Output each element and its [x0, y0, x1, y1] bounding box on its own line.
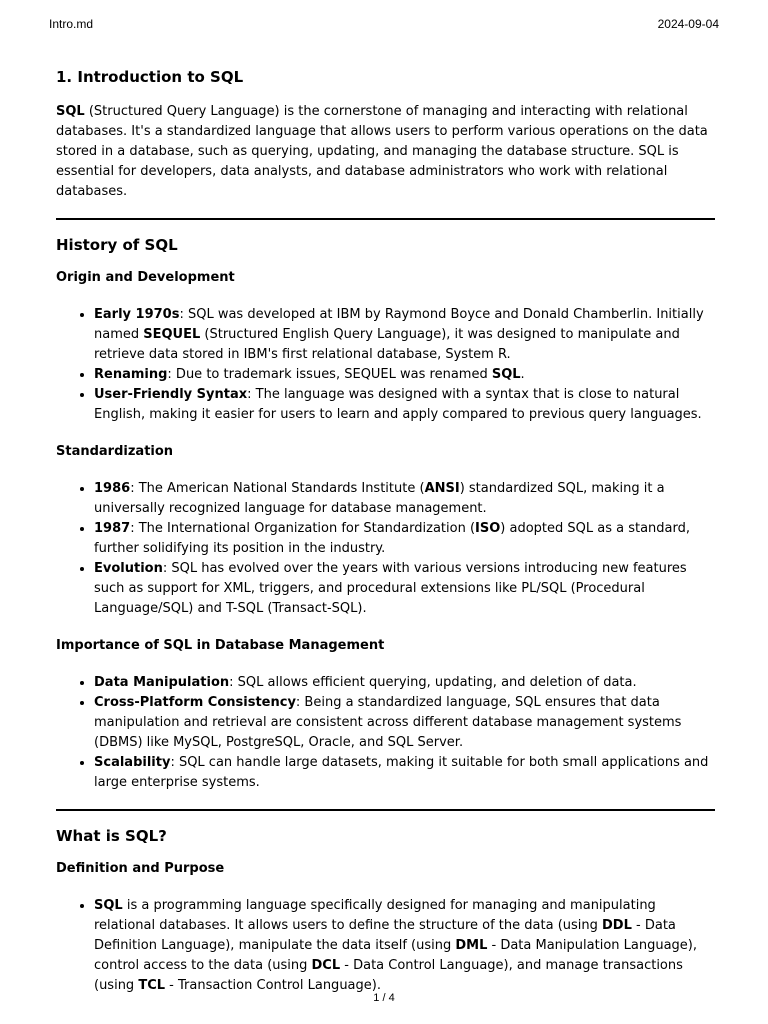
- standardization-list: [56, 479, 715, 619]
- list-item: [94, 365, 715, 385]
- item-term: DCL: [311, 958, 341, 973]
- item-text: (Structured English Query Language), it was designed to manipulate and retrieve data stored in IBM's first relational database, System R.: [94, 327, 680, 362]
- document-body: [56, 66, 715, 1013]
- item-term: Early 1970s: [94, 307, 180, 322]
- item-term: DDL: [602, 918, 632, 933]
- item-text: - Data Manipulation Language), control access to the data (using: [94, 938, 697, 973]
- list-item: [94, 673, 715, 693]
- list-item: [94, 896, 715, 996]
- header-filename: Intro.md: [49, 17, 94, 31]
- item-term: Data Manipulation: [94, 675, 230, 690]
- page-title: 1. Introduction to SQL: [56, 68, 244, 86]
- origin-list: [56, 305, 715, 425]
- item-text: - Data Control Language), and manage transactions (using: [94, 958, 683, 993]
- item-term: DML: [455, 938, 488, 953]
- item-text: : SQL was developed at IBM by Raymond Boyce and Donald Chamberlin. Initially named: [94, 307, 704, 342]
- intro-bold: SQL: [56, 104, 85, 119]
- item-text: : The International Organization for Standardization (: [130, 521, 476, 536]
- item-term: 1986: [94, 481, 131, 496]
- item-term: Evolution: [94, 561, 163, 576]
- item-text: ) standardized SQL, making it a universally recognized language for database management.: [94, 481, 665, 516]
- subsection-title-importance: Importance of SQL in Database Management: [56, 638, 385, 653]
- definition-list: [56, 896, 715, 996]
- intro-paragraph: [56, 102, 715, 202]
- list-item: [94, 305, 715, 365]
- item-term: Cross-Platform Consistency: [94, 695, 296, 710]
- item-text: : SQL has evolved over the years with various versions introducing new features such as support for XML, triggers, and procedural extensions like PL/SQL (Procedural Language/SQL) and T-SQL (Transact-SQL).: [94, 561, 687, 616]
- item-term: SQL: [94, 898, 123, 913]
- subsection-title-origin: Origin and Development: [56, 270, 235, 285]
- item-text: : SQL allows efficient querying, updating, and deletion of data.: [229, 675, 637, 690]
- divider: [56, 809, 715, 811]
- item-term: 1987: [94, 521, 131, 536]
- item-text: : Due to trademark issues, SEQUEL was renamed: [167, 367, 492, 382]
- item-term: User-Friendly Syntax: [94, 387, 248, 402]
- section-title-what: What is SQL?: [56, 827, 167, 845]
- subsection-title-definition: Definition and Purpose: [56, 861, 225, 876]
- item-term: Renaming: [94, 367, 168, 382]
- item-text: .: [520, 367, 525, 382]
- item-text: : The American National Standards Institute (: [130, 481, 425, 496]
- page-number: 1 / 4: [373, 992, 395, 1004]
- item-term: SQL: [491, 367, 521, 382]
- list-item: [94, 559, 715, 619]
- item-text: is a programming language specifically designed for managing and manipulating relational databases. It allows users to define the structure of the data (using: [94, 898, 656, 933]
- item-term: Scalability: [94, 755, 171, 770]
- item-text: ) adopted SQL as a standard, further solidifying its position in the industry.: [94, 521, 691, 556]
- list-item: [94, 385, 715, 425]
- divider: [56, 218, 715, 220]
- item-text: - Transaction Control Language).: [165, 978, 381, 993]
- list-item: [94, 519, 715, 559]
- list-item: [94, 693, 715, 753]
- item-term: TCL: [138, 978, 166, 993]
- item-text: : SQL can handle large datasets, making it suitable for both small applications and large enterprise systems.: [94, 755, 709, 790]
- item-term: ISO: [475, 521, 501, 536]
- header-date: 2024-09-04: [657, 17, 719, 31]
- subsection-title-standardization: Standardization: [56, 444, 174, 459]
- item-text: - Data Definition Language), manipulate the data itself (using: [94, 918, 676, 953]
- list-item: [94, 753, 715, 793]
- importance-list: [56, 673, 715, 793]
- item-term: SEQUEL: [143, 327, 201, 342]
- list-item: [94, 479, 715, 519]
- item-text: : Being a standardized language, SQL ensures that data manipulation and retrieval are consistent across different database management systems (DBMS) like MySQL, PostgreSQL, Oracle, and SQL Server.: [94, 695, 682, 750]
- item-term: ANSI: [424, 481, 460, 496]
- intro-text: (Structured Query Language) is the cornerstone of managing and interacting with relational databases. It's a standardized language that allows users to perform various operations on the data stored in a database, such as querying, updating, and managing the database structure. SQL is essential for developers, data analysts, and database administrators who work with relational databases.: [56, 104, 708, 199]
- item-text: : The language was designed with a syntax that is close to natural English, making it easier for users to learn and apply compared to previous query languages.: [94, 387, 702, 422]
- section-title-history: History of SQL: [56, 236, 178, 254]
